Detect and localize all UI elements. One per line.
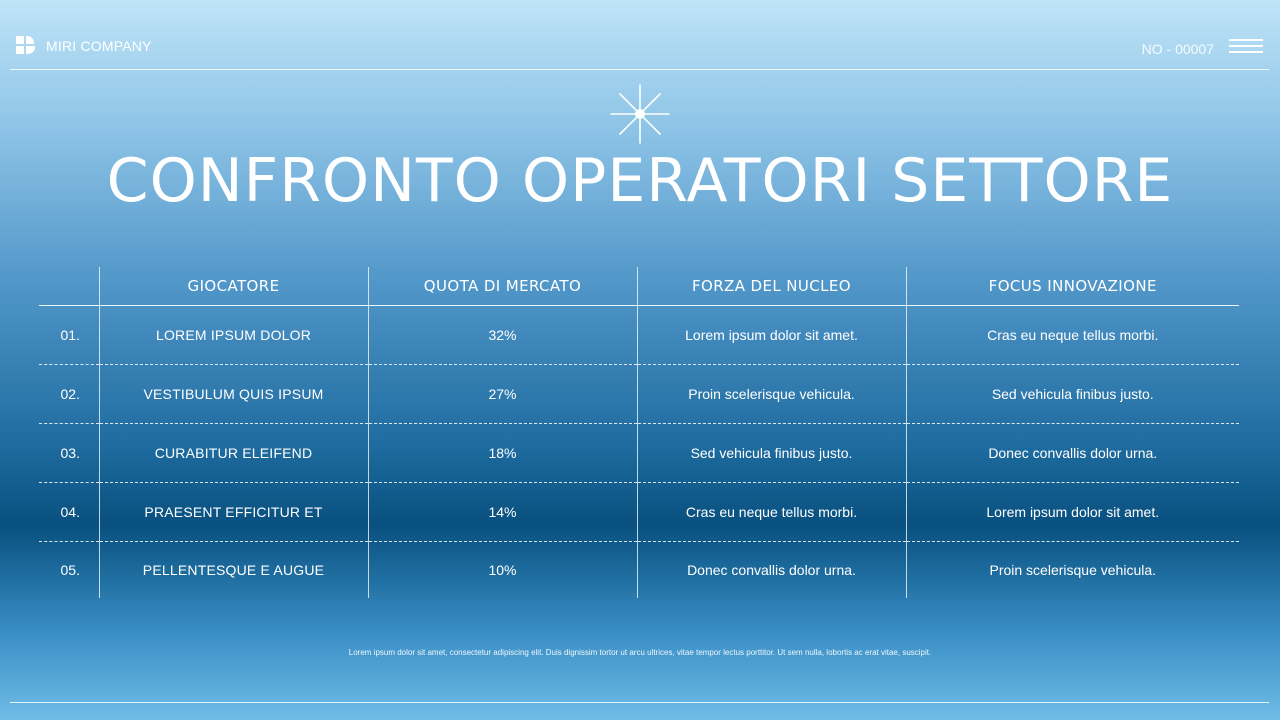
row-number: 02. [39,365,99,424]
player-name: VESTIBULUM QUIS IPSUM [99,365,368,424]
header-cell-market-share: QUOTA DI MERCATO [368,267,637,306]
competitor-table [39,267,1239,598]
table-row [39,542,1239,599]
sparkle-star-icon [610,84,670,144]
market-share: 32% [368,306,637,365]
player-name: LOREM IPSUM DOLOR [99,306,368,365]
footnote: Lorem ipsum dolor sit amet, consectetur adipiscing elit. Duis dignissim tortor ut arcu ultrices, vitae tempor lectus porttitor. Ut sem nulla, lobortis ac erat vitae, suscipit. [348,648,932,657]
header-divider [10,69,1269,70]
company-logo-icon [16,36,36,56]
core-strength: Donec convallis dolor urna. [637,542,906,599]
header-cell-core-strength: FORZA DEL NUCLEO [637,267,906,306]
market-share: 14% [368,483,637,542]
player-name: PELLENTESQUE E AUGUE [99,542,368,599]
market-share: 10% [368,542,637,599]
core-strength: Cras eu neque tellus morbi. [637,483,906,542]
market-share: 27% [368,365,637,424]
innovation-focus: Lorem ipsum dolor sit amet. [906,483,1239,542]
page-title: CONFRONTO OPERATORI SETTORE [106,146,1174,216]
core-strength: Proin scelerisque vehicula. [637,365,906,424]
row-number: 03. [39,424,99,483]
innovation-focus: Sed vehicula finibus justo. [906,365,1239,424]
brand [16,36,152,56]
table-row [39,424,1239,483]
innovation-focus: Cras eu neque tellus morbi. [906,306,1239,365]
core-strength: Sed vehicula finibus justo. [637,424,906,483]
core-strength: Lorem ipsum dolor sit amet. [637,306,906,365]
header-cell-number [39,267,99,306]
table-header-row [39,267,1239,306]
innovation-focus: Proin scelerisque vehicula. [906,542,1239,599]
table-row [39,483,1239,542]
row-number: 01. [39,306,99,365]
row-number: 04. [39,483,99,542]
market-share: 18% [368,424,637,483]
row-number: 05. [60,562,80,578]
header-cell-innovation-focus: FOCUS INNOVAZIONE [906,267,1239,306]
table-row [39,365,1239,424]
document-number: NO - 00007 [1141,41,1214,57]
innovation-focus: Donec convallis dolor urna. [906,424,1239,483]
table-row [39,306,1239,365]
header-cell-player: GIOCATORE [99,267,368,306]
hamburger-menu-icon[interactable] [1229,39,1263,53]
player-name: PRAESENT EFFICITUR ET [99,483,368,542]
brand-name: MIRI COMPANY [46,38,152,54]
footer-divider [10,702,1269,703]
player-name: CURABITUR ELEIFEND [99,424,368,483]
